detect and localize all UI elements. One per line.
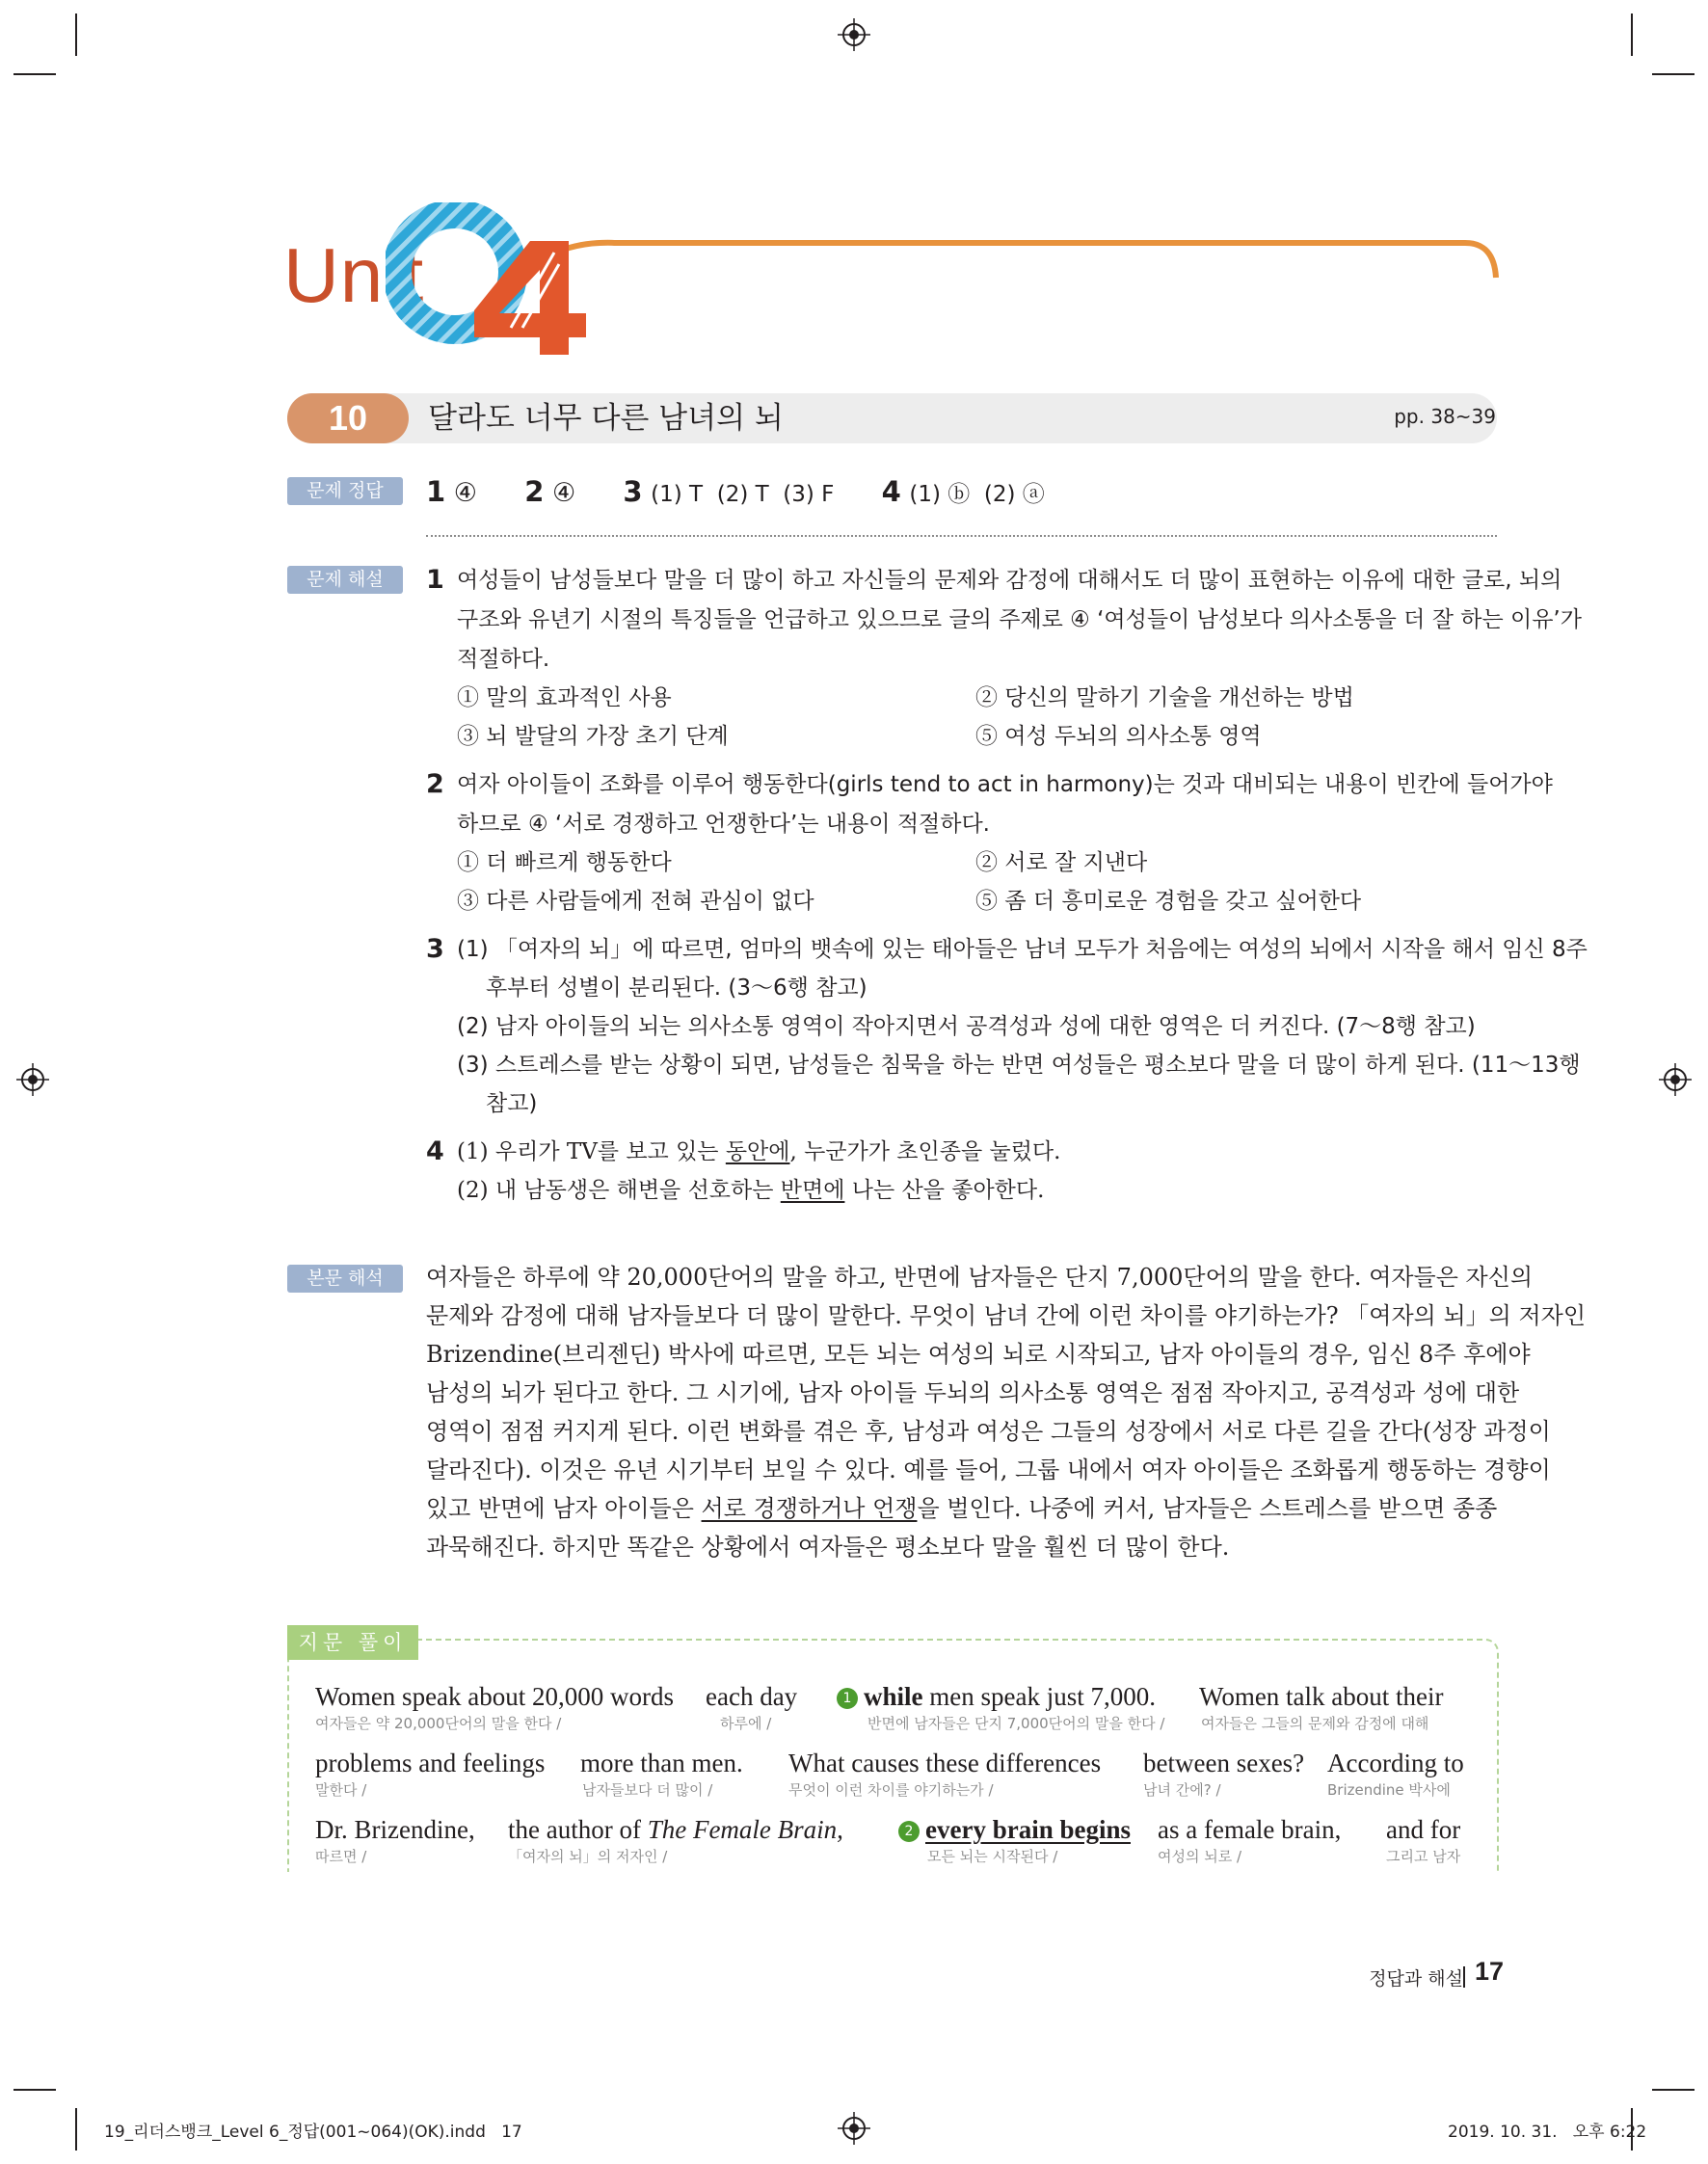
book-title: The Female Brain, <box>647 1815 843 1844</box>
translation-text: 을 벌인다. 나중에 커서, 남자들은 스트레스를 받으면 종종 <box>917 1495 1498 1522</box>
footer-label: 정답과 해설 <box>1369 1968 1463 1990</box>
q2-number: 2 <box>426 769 444 799</box>
q4-text: 나는 산을 좋아한다. <box>844 1178 1045 1203</box>
translation-line: 문제와 감정에 대해 남자들보다 더 많이 말한다. 무엇이 남녀 간에 이런 차이를 야기하는가? 「여자의 뇌」의 저자인 <box>426 1302 1587 1329</box>
reading-phrase: each day <box>706 1682 798 1711</box>
reading-gloss: 여자들은 그들의 문제와 감정에 대해 <box>1201 1715 1429 1732</box>
q1-option: ③ 뇌 발달의 가장 초기 단계 <box>457 724 729 749</box>
unit-number-graphic <box>386 202 1504 357</box>
answer-3: (1) T (2) T (3) F <box>651 482 835 507</box>
q3-line: (3) 스트레스를 받는 상황이 되면, 남성들은 침묵을 하는 반면 여성들은 평소보다 말을 더 많이 하게 된다. (11～13행 <box>457 1053 1581 1078</box>
q4-line <box>457 1171 1044 1210</box>
q4-text: , 누군가가 초인종을 눌렀다. <box>789 1139 1061 1164</box>
unit-label: Unit <box>283 232 425 318</box>
answer-3-num: 3 <box>623 475 643 508</box>
reading-phrase: problems and feelings <box>315 1749 546 1777</box>
answer-4-num: 4 <box>881 475 901 508</box>
q2-line: 여자 아이들이 조화를 이루어 행동한다(girls tend to act in harmony)는 것과 대비되는 내용이 빈칸에 들어가야 <box>457 772 1553 797</box>
crop-mark <box>75 2108 77 2151</box>
print-slug-file: 19_리더스뱅크_Level 6_정답(001~064)(OK).indd 17 <box>104 2123 522 2142</box>
translation-line: 달라진다). 이것은 유년 시기부터 보일 수 있다. 예를 들어, 그룹 내에서 여자 아이들은 조화롭게 행동하는 경향이 <box>426 1456 1551 1483</box>
translation-line: 여자들은 하루에 약 20,000단어의 말을 하고, 반면에 남자들은 단지 7,000단어의 말을 한다. 여자들은 자신의 <box>426 1264 1534 1291</box>
q4-text: (1) 우리가 TV를 보고 있는 <box>457 1139 726 1164</box>
reading-phrase: Women speak about 20,000 words <box>315 1682 675 1711</box>
reading-phrase: as a female brain, <box>1158 1815 1342 1844</box>
q3-line: (2) 남자 아이들의 뇌는 의사소통 영역이 작아지면서 공격성과 성에 대한 영역은 더 커진다. (7～8행 참고) <box>457 1014 1476 1039</box>
q4-underlined-answer: 반면에 <box>780 1178 845 1203</box>
page-number: 17 <box>1475 1957 1505 1986</box>
translation-line: 남성의 뇌가 된다고 한다. 그 시기에, 남자 아이들 두뇌의 의사소통 영역은 점점 작아지고, 공격성과 성에 대한 <box>426 1379 1520 1406</box>
q1-number: 1 <box>426 565 444 595</box>
q3-number: 3 <box>426 934 444 964</box>
lesson-number-badge: 10 <box>287 393 409 443</box>
reading-phrase: Women talk about their <box>1199 1682 1444 1711</box>
q1-option: ⑤ 여성 두뇌의 의사소통 영역 <box>975 724 1262 749</box>
q1-option: ② 당신의 말하기 기술을 개선하는 방법 <box>975 685 1354 710</box>
explanation-label: 문제 해설 <box>287 566 403 594</box>
reading-gloss: 여성의 뇌로 / <box>1158 1848 1242 1865</box>
lesson-title: 달라도 너무 다른 남녀의 뇌 <box>428 401 784 436</box>
reading-gloss: 남자들보다 더 많이 / <box>582 1781 713 1799</box>
reading-phrase <box>898 1814 1131 1845</box>
crop-mark <box>75 13 77 56</box>
translation-line: Brizendine(브리젠딘) 박사에 따르면, 모든 뇌는 여성의 뇌로 시작되고, 남자 아이들의 경우, 임신 8주 후에야 <box>426 1341 1531 1368</box>
reading-label: 지문 풀이 <box>287 1625 418 1660</box>
q4-number: 4 <box>426 1136 444 1166</box>
crop-mark <box>1652 2089 1695 2091</box>
reading-gloss: 말한다 / <box>315 1781 367 1799</box>
q4-text: (2) 내 남동생은 해변을 선호하는 <box>457 1178 781 1203</box>
sentence-2-badge: 2 <box>898 1821 920 1842</box>
reading-gloss: 무엇이 이런 차이를 야기하는가 / <box>788 1781 994 1799</box>
q4-underlined-answer: 동안에 <box>725 1139 790 1164</box>
answer-1-num: 1 <box>426 475 446 508</box>
q3-line: 참고) <box>486 1091 538 1116</box>
q2-option: ③ 다른 사람들에게 전혀 관심이 없다 <box>457 889 814 914</box>
crop-mark <box>13 2089 56 2091</box>
answer-1: ④ <box>453 478 477 508</box>
reading-phrase <box>508 1814 843 1845</box>
q4-line <box>457 1133 1060 1171</box>
registration-mark-icon <box>1659 1063 1692 1096</box>
reading-gloss: 남녀 간에? / <box>1143 1781 1221 1799</box>
reading-gloss: 하루에 / <box>720 1715 772 1732</box>
translation-text: 있고 반면에 남자 아이들은 <box>426 1495 702 1522</box>
translation-underlined: 서로 경쟁하거나 언쟁 <box>701 1495 918 1522</box>
registration-mark-icon <box>838 18 870 51</box>
answer-4: (1) ⓑ (2) ⓐ <box>909 482 1045 507</box>
q3-line: 후부터 성별이 분리된다. (3～6행 참고) <box>486 975 867 1001</box>
reading-phrase: Dr. Brizendine, <box>315 1815 475 1844</box>
crop-mark <box>1631 13 1633 56</box>
reading-text: men speak just 7,000. <box>922 1682 1156 1711</box>
sentence-1-badge: 1 <box>837 1688 858 1709</box>
registration-mark-icon <box>838 2112 870 2145</box>
answer-2: ④ <box>551 478 576 508</box>
q2-option: ⑤ 좀 더 흥미로운 경험을 갖고 싶어한다 <box>975 889 1362 914</box>
answers-row <box>426 472 1045 514</box>
reading-gloss: Brizendine 박사에 <box>1327 1781 1451 1799</box>
page-range: pp. 38~39 <box>1394 405 1496 428</box>
reading-gloss: 따르면 / <box>315 1848 367 1865</box>
reading-phrase: more than men. <box>580 1749 743 1777</box>
answers-label: 문제 정답 <box>287 477 403 505</box>
reading-phrase <box>837 1681 1156 1712</box>
reading-phrase: What causes these differences <box>788 1749 1102 1777</box>
q2-line: 하므로 ④ ‘서로 경쟁하고 언쟁한다’는 내용이 적절하다. <box>457 812 990 837</box>
q2-option: ① 더 빠르게 행동한다 <box>457 850 672 875</box>
print-slug-date: 2019. 10. 31. 오후 6:22 <box>1448 2123 1647 2142</box>
reading-key-word: while <box>864 1682 923 1711</box>
reading-phrase: and for <box>1386 1815 1461 1844</box>
crop-mark <box>1652 73 1695 75</box>
reading-gloss: 모든 뇌는 시작된다 / <box>927 1848 1058 1865</box>
registration-mark-icon <box>16 1063 49 1096</box>
reading-gloss: 반면에 남자들은 단지 7,000단어의 말을 한다 / <box>867 1715 1165 1732</box>
reading-key-phrase: every brain begins <box>925 1815 1131 1844</box>
crop-mark <box>13 73 56 75</box>
reading-gloss: 「여자의 뇌」의 저자인 / <box>508 1848 668 1865</box>
translation-line: 영역이 점점 커지게 된다. 이런 변화를 겪은 후, 남성과 여성은 그들의 성장에서 서로 다른 길을 간다(성장 과정이 <box>426 1418 1551 1445</box>
q1-line: 적절하다. <box>457 647 550 672</box>
reading-phrase: between sexes? <box>1143 1749 1305 1777</box>
reading-gloss: 그리고 남자 <box>1386 1848 1461 1865</box>
q1-line: 여성들이 남성들보다 말을 더 많이 하고 자신들의 문제와 감정에 대해서도 더 많이 표현하는 이유에 대한 글로, 뇌의 <box>457 568 1562 593</box>
translation-line: 과묵해진다. 하지만 똑같은 상황에서 여자들은 평소보다 말을 훨씬 더 많이 한다. <box>426 1534 1230 1561</box>
q2-option: ② 서로 잘 지낸다 <box>975 850 1148 875</box>
q1-line: 구조와 유년기 시절의 특징들을 언급하고 있으므로 글의 주제로 ④ ‘여성들이 남성보다 의사소통을 더 잘 하는 이유’가 <box>457 607 1582 632</box>
q3-line: (1) 「여자의 뇌」에 따르면, 엄마의 뱃속에 있는 태아들은 남녀 모두가 처음에는 여성의 뇌에서 시작을 해서 임신 8주 <box>457 937 1588 962</box>
q1-option: ① 말의 효과적인 사용 <box>457 685 672 710</box>
reading-gloss: 여자들은 약 20,000단어의 말을 한다 / <box>315 1715 562 1732</box>
reading-text: the author of <box>508 1815 648 1844</box>
translation-label: 본문 해석 <box>287 1265 403 1293</box>
footer-divider <box>1463 1966 1465 1988</box>
answer-2-num: 2 <box>524 475 545 508</box>
translation-line <box>426 1489 1497 1528</box>
divider <box>426 535 1497 537</box>
reading-phrase: According to <box>1327 1749 1464 1777</box>
